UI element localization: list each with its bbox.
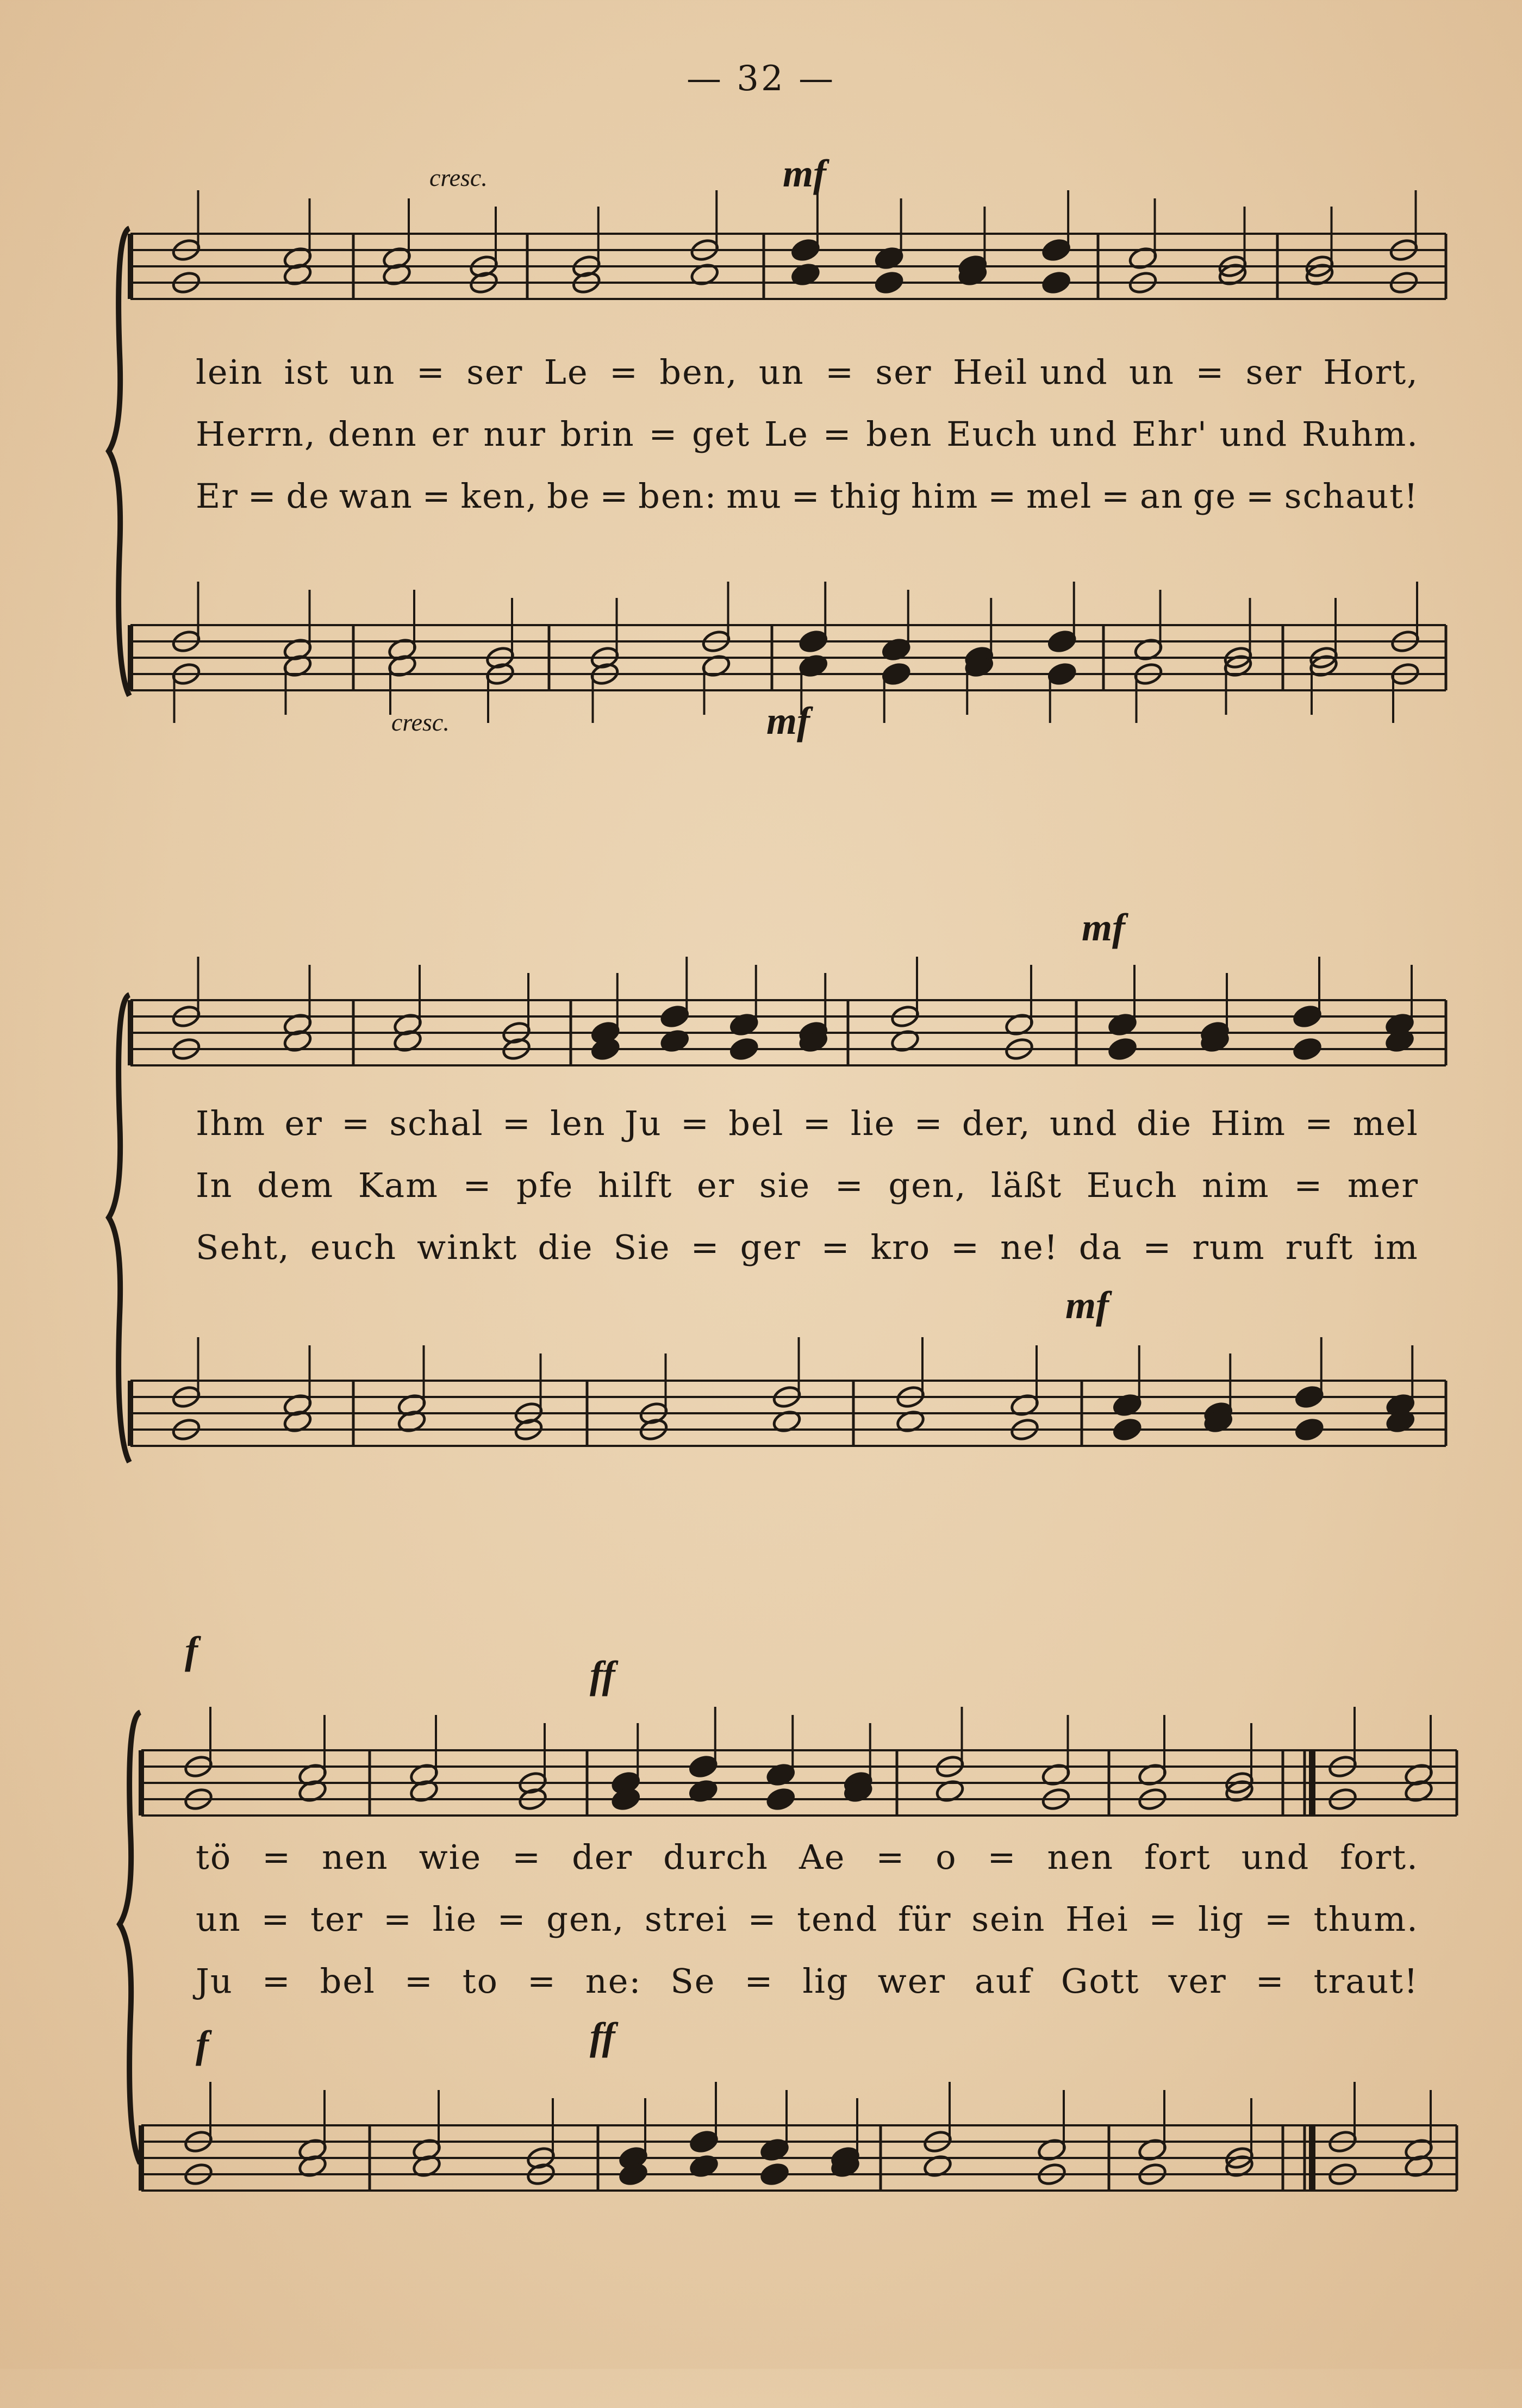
lyric-syllable: to (462, 1961, 498, 2001)
lyric-syllable: und (1241, 1837, 1310, 1877)
lyric-syllable: fort (1144, 1837, 1211, 1877)
lyric-syllable: strei (644, 1899, 728, 1939)
lyric-syllable: thum. (1313, 1899, 1419, 1939)
lyric-syllable: ben: (638, 476, 718, 516)
lyric-syllable: Him (1211, 1103, 1287, 1143)
lyric-syllable: er (431, 414, 470, 454)
lyric-syllable: Ruhm. (1301, 414, 1419, 454)
lyric-syllable: schaut! (1284, 476, 1419, 516)
lyric-syllable: = (422, 476, 452, 516)
lyric-syllable: mer (1347, 1165, 1419, 1205)
lyric-syllable: hilft (597, 1165, 673, 1205)
lyric-syllable: der, (962, 1103, 1031, 1143)
lyric-syllable: lig (802, 1961, 849, 2001)
lyric-syllable: lein (196, 352, 264, 392)
lyric-syllable: da (1078, 1227, 1123, 1267)
lyric-syllable: pfe (516, 1165, 574, 1205)
lyric-syllable: un (196, 1899, 241, 1939)
lyric-syllable: ver (1168, 1961, 1227, 2001)
lyric-syllable: ser (466, 352, 523, 392)
lyric-syllable: lie (850, 1103, 896, 1143)
lyric-syllable: ist (284, 352, 329, 392)
lyric-syllable: nen (1047, 1837, 1114, 1877)
lyric-syllable: ne! (1000, 1227, 1059, 1267)
lyric-syllable: = (497, 1899, 527, 1939)
lyric-syllable: un (350, 352, 396, 392)
lyric-syllable: = (744, 1961, 774, 2001)
lyric-syllable: = (341, 1103, 371, 1143)
lyric-syllable: = (821, 1227, 851, 1267)
dynamic-mark: f (185, 1629, 198, 1672)
lyric-syllable: Ehr' und (1132, 414, 1288, 454)
lyric-syllable: für (898, 1899, 952, 1939)
lyric-syllable: mel (1026, 476, 1093, 516)
dynamic-mark: mf (766, 699, 810, 743)
lyric-syllable: wie (419, 1837, 482, 1877)
lyric-syllable: dem (257, 1165, 334, 1205)
lyric-syllable: Ju (624, 1103, 662, 1143)
dynamic-mark: ff (590, 2014, 615, 2058)
lyric-syllable: und (1050, 1103, 1118, 1143)
lyric-syllable: = (1149, 1899, 1178, 1939)
lyric-syllable: euch (310, 1227, 397, 1267)
lyric-syllable: In (196, 1165, 233, 1205)
lyric-syllable: auf (975, 1961, 1032, 2001)
lyric-syllable: = (987, 1837, 1017, 1877)
lyric-syllable: tö (196, 1837, 232, 1877)
lyric-syllable: = (1305, 1103, 1334, 1143)
lyric-syllable: = (383, 1899, 413, 1939)
lyric-syllable: er (284, 1103, 323, 1143)
lyric-syllable: = (825, 352, 855, 392)
lyric-syllable: = (1143, 1227, 1172, 1267)
lyric-syllable: nur (483, 414, 546, 454)
lyric-syllable: kro (870, 1227, 931, 1267)
lyric-syllable: die (1136, 1103, 1193, 1143)
lyric-syllable: = (988, 476, 1018, 516)
lyric-syllable: = (1294, 1165, 1324, 1205)
lyric-syllable: nim (1202, 1165, 1270, 1205)
lyric-syllable: Herrn, denn (196, 414, 417, 454)
lyric-syllable: Hei (1065, 1899, 1129, 1939)
lyric-syllable: un (1129, 352, 1175, 392)
lyric-syllable: = (1264, 1899, 1294, 1939)
lyric-syllable: sie (759, 1165, 811, 1205)
lyric-syllable: = (262, 1837, 292, 1877)
dynamic-mark: mf (1082, 906, 1125, 949)
lyric-syllable: = (1195, 352, 1225, 392)
lyric-syllable: schal (389, 1103, 484, 1143)
lyric-syllable: nen (322, 1837, 389, 1877)
lyric-syllable: = (1255, 1961, 1285, 2001)
lyric-syllable: = (600, 476, 629, 516)
lyric-syllable: de (286, 476, 330, 516)
lyric-syllable: Se (670, 1961, 716, 2001)
dynamic-mark: ff (590, 1653, 615, 1696)
lyric-syllable: = (416, 352, 446, 392)
lyric-syllable: = (690, 1227, 720, 1267)
lyric-syllable: ter (310, 1899, 364, 1939)
lyric-syllable: ben, (659, 352, 738, 392)
lyric-syllable: ben (866, 414, 933, 454)
lyric-syllable: = (512, 1837, 542, 1877)
lyric-syllable: = (951, 1227, 981, 1267)
page-number: — 32 — (686, 59, 836, 99)
lyric-syllable: thig (829, 476, 902, 516)
lyric-syllable: bel (728, 1103, 784, 1143)
lyric-syllable: gen, (888, 1165, 967, 1205)
lyric-syllable: len (550, 1103, 606, 1143)
lyric-syllable: Le (764, 414, 809, 454)
lyric-syllable: ne: (585, 1961, 642, 2001)
lyric-syllable: un (758, 352, 804, 392)
lyric-syllable: get (692, 414, 751, 454)
lyric-syllable: ser (875, 352, 932, 392)
lyric-syllable: rum (1192, 1227, 1265, 1267)
lyric-syllable: an (1139, 476, 1184, 516)
lyric-syllable: wan (339, 476, 413, 516)
lyric-syllable: = (527, 1961, 557, 2001)
lyric-syllable: ge (1193, 476, 1237, 516)
lyric-syllable: be (547, 476, 591, 516)
lyric-syllable: him (910, 476, 979, 516)
lyric-syllable: der (572, 1837, 633, 1877)
dynamic-mark: f (196, 2023, 209, 2066)
dynamic-mark: cresc. (391, 708, 450, 736)
lyric-syllable: o (935, 1837, 957, 1877)
lyric-syllable: = (1245, 476, 1275, 516)
lyric-syllable: = (1101, 476, 1131, 516)
lyric-syllable: = (791, 476, 821, 516)
lyric-syllable: Euch und (946, 414, 1118, 454)
lyric-syllable: ger (740, 1227, 801, 1267)
lyric-syllable: Ju (196, 1961, 233, 2001)
lyric-syllable: Seht, (196, 1227, 290, 1267)
lyric-syllable: die (538, 1227, 594, 1267)
lyric-syllable: ser (1245, 352, 1302, 392)
lyric-syllable: durch (663, 1837, 769, 1877)
dynamic-mark: mf (1065, 1283, 1109, 1327)
lyric-syllable: fort. (1340, 1837, 1419, 1877)
lyric-syllable: läßt (991, 1165, 1063, 1205)
lyric-syllable: = (822, 414, 852, 454)
lyric-syllable: = (404, 1961, 434, 2001)
lyric-syllable: = (747, 1899, 777, 1939)
lyric-syllable: = (502, 1103, 532, 1143)
lyric-syllable: Sie (613, 1227, 671, 1267)
lyric-syllable: traut! (1313, 1961, 1419, 2001)
lyric-syllable: winkt (417, 1227, 518, 1267)
lyric-syllable: = (876, 1837, 906, 1877)
lyric-syllable: = (261, 1961, 291, 2001)
lyric-syllable: gen, (546, 1899, 625, 1939)
lyric-syllable: = (648, 414, 678, 454)
lyric-syllable: = (609, 352, 639, 392)
lyric-syllable: lie (432, 1899, 478, 1939)
lyric-syllable: bel (320, 1961, 376, 2001)
lyric-syllable: Le (544, 352, 589, 392)
lyric-syllable: ken, (460, 476, 538, 516)
lyric-syllable: = (680, 1103, 710, 1143)
lyric-syllable: tend (797, 1899, 878, 1939)
lyric-syllable: = (914, 1103, 944, 1143)
lyric-syllable: er (696, 1165, 735, 1205)
lyric-syllable: lig (1197, 1899, 1245, 1939)
lyric-syllable: mu (726, 476, 782, 516)
dynamic-mark: cresc. (429, 164, 488, 191)
lyric-syllable: Heil und (952, 352, 1108, 392)
lyric-syllable: Ae (799, 1837, 846, 1877)
lyric-syllable: = (802, 1103, 832, 1143)
lyric-syllable: = (261, 1899, 291, 1939)
lyric-syllable: Er (196, 476, 239, 516)
lyric-syllable: Ihm (196, 1103, 266, 1143)
lyric-syllable: mel (1352, 1103, 1419, 1143)
lyric-syllable: ruft (1285, 1227, 1354, 1267)
lyric-syllable: Euch (1086, 1165, 1178, 1205)
lyric-syllable: wer (877, 1961, 946, 2001)
lyric-syllable: Hort, (1323, 352, 1419, 392)
lyric-syllable: im (1374, 1227, 1419, 1267)
lyric-syllable: sein (971, 1899, 1046, 1939)
lyric-syllable: Gott (1061, 1961, 1140, 2001)
lyric-syllable: = (463, 1165, 492, 1205)
dynamic-mark: mf (783, 152, 826, 195)
lyric-syllable: Kam (358, 1165, 439, 1205)
lyric-syllable: = (247, 476, 277, 516)
lyric-syllable: brin (560, 414, 635, 454)
lyric-syllable: = (834, 1165, 864, 1205)
